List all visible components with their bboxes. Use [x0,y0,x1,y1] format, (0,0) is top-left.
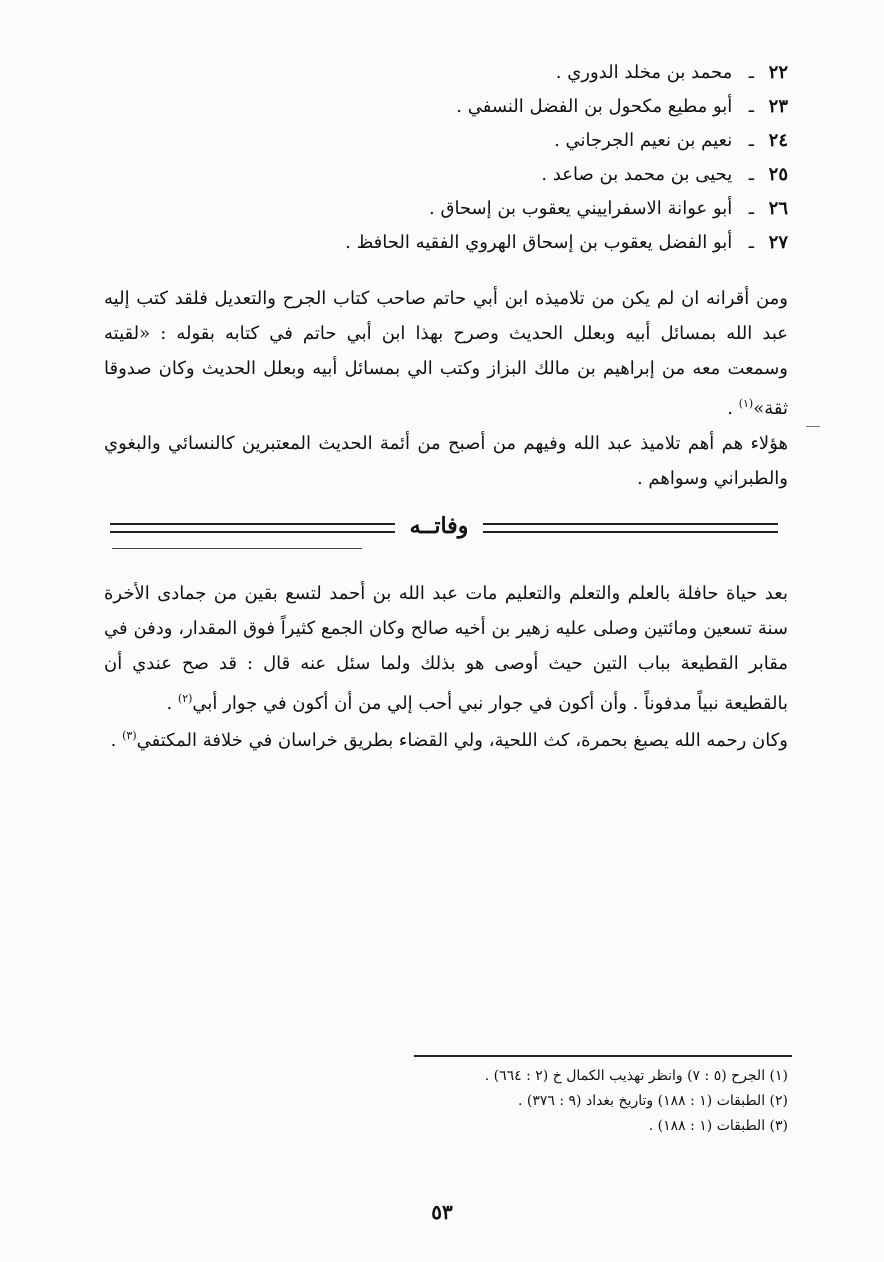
footnote-ref: (٢) [177,692,193,705]
footnote-ref: (٣) [122,729,137,742]
heading-underline [112,548,362,549]
item-number: ٢٧ [768,232,788,253]
item-text: أبو عوانة الاسفراييني يعقوب بن إسحاق . [429,198,733,219]
list-item [148,158,788,192]
item-dash: ـ [748,232,754,253]
list-item [148,90,788,124]
paragraph-students [104,426,788,496]
paragraph-text: هؤلاء هم أهم تلاميذ عبد الله وفيهم من أصبح من أئمة الحديث المعتبرين كالنسائي والبغوي والطبراني وسواهم . [104,433,788,489]
item-text: أبو مطيع مكحول بن الفضل النسفي . [456,96,733,117]
paragraph-end: . [727,398,739,419]
item-dash: ـ [748,198,754,219]
footnotes [368,1064,788,1139]
item-text: محمد بن مخلد الدوري . [555,62,733,83]
paragraph-text: وكان رحمه الله يصبغ بحمرة، كث اللحية، ولي القضاء بطريق خراسان في خلافة المكتفي [136,730,788,751]
item-dash: ـ [748,62,754,83]
students-list [148,56,788,260]
heading-rule-right [483,523,778,533]
list-item [148,192,788,226]
item-dash: ـ [748,130,754,151]
paragraph-contemporaries [104,281,788,426]
paragraph-description [104,718,788,758]
footnote: (٢) الطبقات (١ : ١٨٨) وتاريخ بغداد (٩ : ٣٧٦) . [517,1093,788,1109]
footnote: (٣) الطبقات (١ : ١٨٨) . [648,1118,788,1134]
paragraph-end: . [166,693,178,714]
item-dash: ـ [748,164,754,185]
item-text: أبو الفضل يعقوب بن إسحاق الهروي الفقيه الحافظ . [345,232,733,253]
paragraph-text: بعد حياة حافلة بالعلم والتعلم والتعليم مات عبد الله بن أحمد لتسع بقين من جمادى الأخرة سنة تسعين ومائتين وصلى عليه زهير بن أخيه صالح وكان الجمع كثيراً فوق المقدار، ودفن في مقابر القطيعة بباب التين حيث أوصى هو بذلك ولما سئل عنه قال : قد صح عندي أن بالقطيعة نبياً مدفوناً . وأن أكون في جوار نبي أحب إلي من أن أكون في جوار أبي [104,583,789,714]
section-heading [110,508,778,544]
paragraph-death [104,576,788,721]
list-item [148,226,788,260]
item-number: ٢٤ [768,130,788,151]
footnote: (١) الجرح (٥ : ٧) وانظر تهذيب الكمال خ (٢ : ٦٦٤) . [484,1068,788,1084]
footnote-separator [414,1055,792,1057]
footnote-ref: (١) [738,397,754,410]
heading-rule-left [110,523,395,533]
paragraph-text: ومن أقرانه ان لم يكن من تلاميذه ابن أبي حاتم صاحب كتاب الجرح والتعديل فلقد كتب إليه عبد الله بمسائل أبيه وبعلل الحديث وصرح بهذا ابن أبي حاتم في كتابه بقوله : «لقيته وسمعت معه من إبراهيم بن مالك البزاز وكتب الي بمسائل أبيه وبعلل الحديث وكان صدوقا ثقة» [104,288,788,419]
list-item [148,56,788,90]
item-number: ٢٦ [768,198,788,219]
item-text: يحيى بن محمد بن صاعد . [541,164,733,185]
list-item [148,124,788,158]
item-number: ٢٥ [768,164,788,185]
item-dash: ـ [748,96,754,117]
item-text: نعيم بن نعيم الجرجاني . [554,130,733,151]
item-number: ٢٢ [768,62,788,83]
page-number: ٥٣ [431,1200,453,1224]
heading-title: وفاتــه [409,513,469,539]
item-number: ٢٣ [768,96,788,117]
margin-mark [806,426,820,427]
paragraph-end: . [110,730,123,751]
